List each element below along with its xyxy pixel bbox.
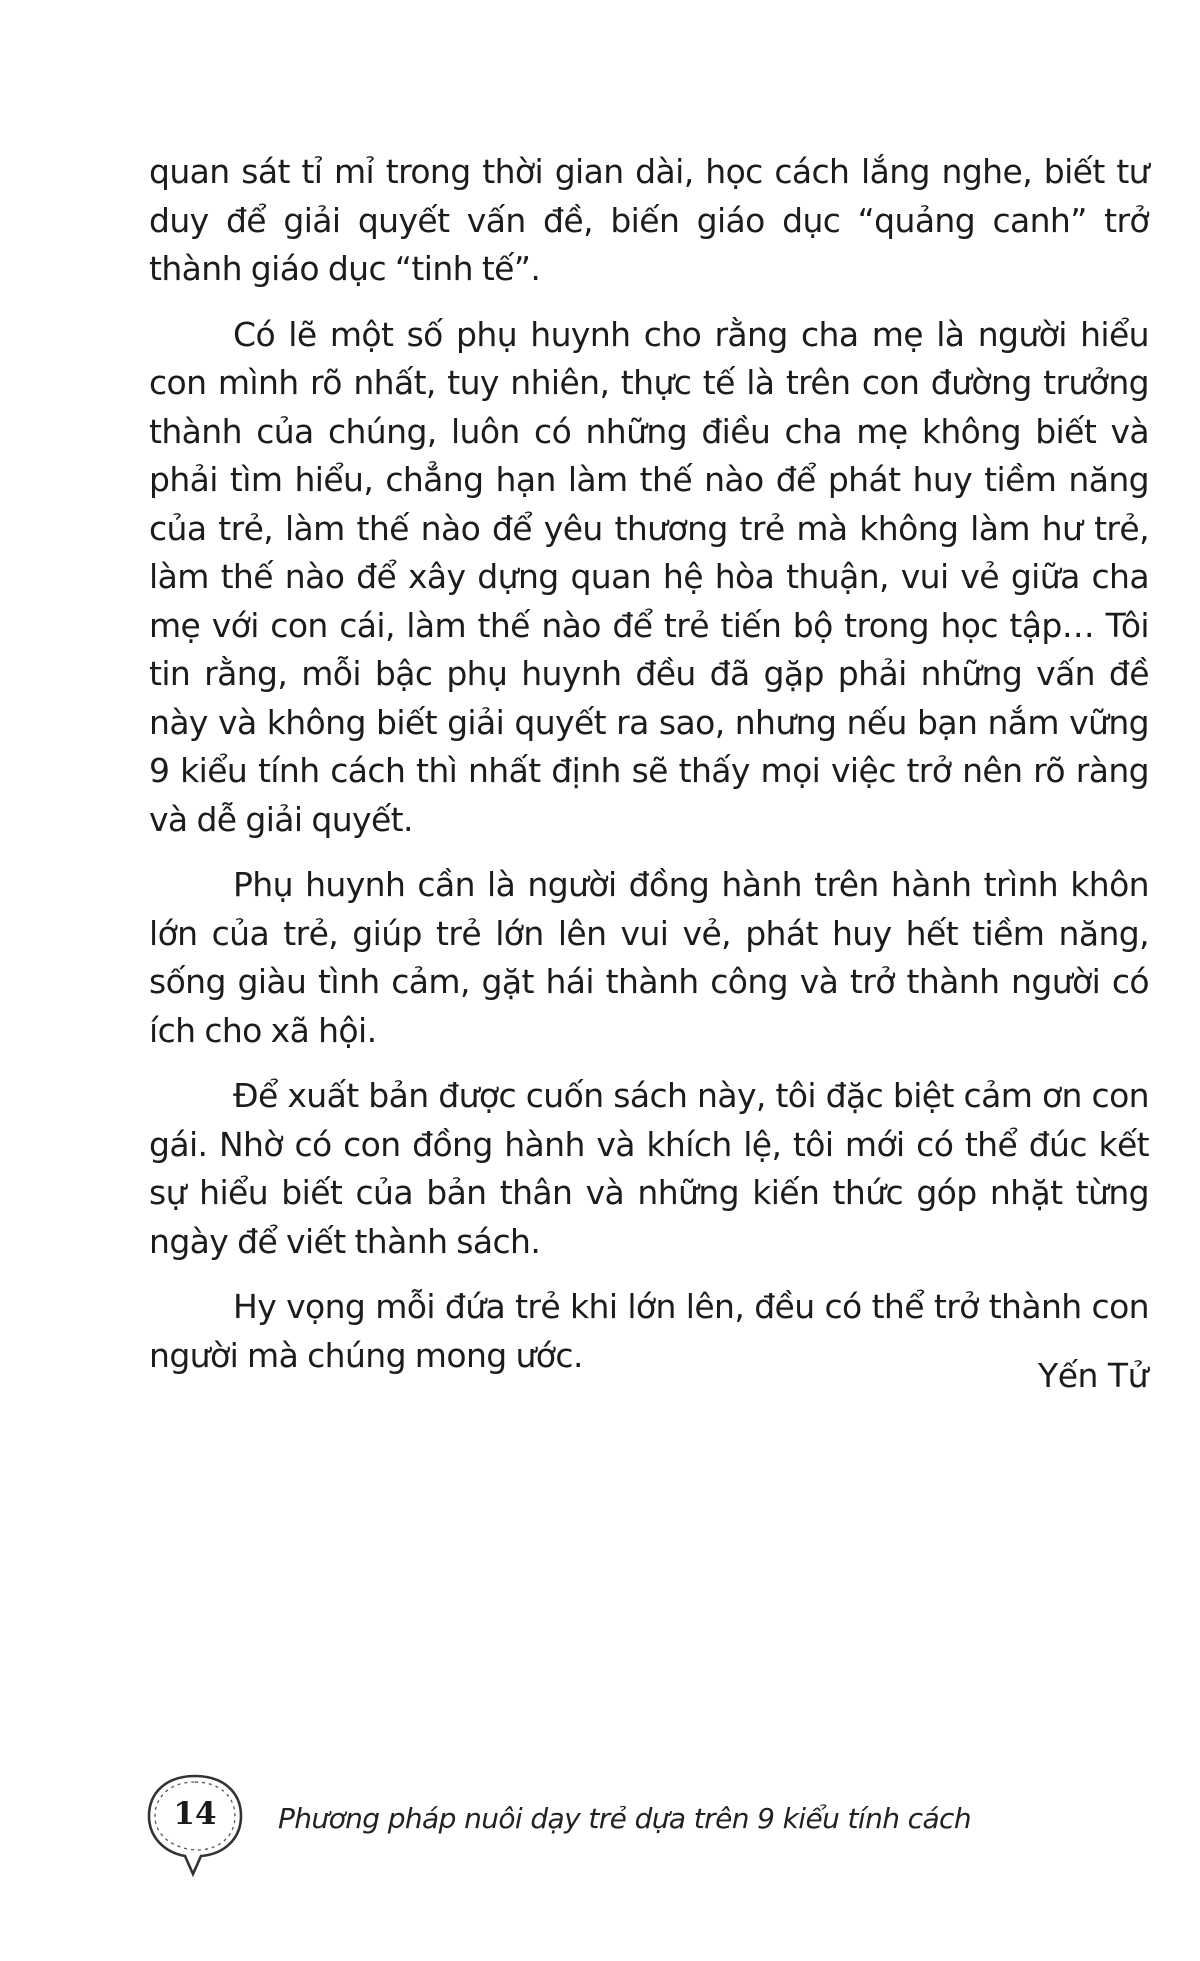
paragraph: Có lẽ một số phụ huynh cho rằng cha mẹ là người hiểu con mình rõ nhất, tuy nhiên, thực tế là trên con đường trưởng thành của chúng, luôn có những điều cha mẹ không biết và phải tìm hiểu, chẳng hạn làm thế nào để phát huy tiềm năng của trẻ, làm thế nào để yêu thương trẻ mà không làm hư trẻ, làm thế nào để xây dựng quan hệ hòa thuận, vui vẻ giữa cha mẹ với con cái, làm thế nào để trẻ tiến bộ trong học tập… Tôi tin rằng, mỗi bậc phụ huynh đều đã gặp phải những vấn đề này và không biết giải quyết ra sao, nhưng nếu bạn nắm vững 9 kiểu tính cách thì nhất định sẽ thấy mọi việc trở nên rõ ràng và dễ giải quyết. (149, 314, 1149, 839)
page-body (149, 148, 1149, 1397)
paragraph: Hy vọng mỗi đứa trẻ khi lớn lên, đều có thể trở thành con người mà chúng mong ước. (149, 1287, 1149, 1375)
running-footer-title: Phương pháp nuôi dạy trẻ dựa trên 9 kiểu tính cách (278, 1802, 971, 1835)
page-number: 14 (173, 1796, 217, 1832)
paragraph: Phụ huynh cần là người đồng hành trên hành trình khôn lớn của trẻ, giúp trẻ lớn lên vui vẻ, phát huy hết tiềm năng, sống giàu tình cảm, gặt hái thành công và trở thành người có ích cho xã hội. (149, 865, 1149, 1050)
author-signature: Yến Tử (1038, 1356, 1148, 1395)
paragraph: Để xuất bản được cuốn sách này, tôi đặc biệt cảm ơn con gái. Nhờ có con đồng hành và khích lệ, tôi mới có thể đúc kết sự hiểu biết của bản thân và những kiến thức góp nhặt từng ngày để viết thành sách. (149, 1076, 1149, 1261)
paragraph-continuation: quan sát tỉ mỉ trong thời gian dài, học cách lắng nghe, biết tư duy để giải quyết vấn đề, biến giáo dục “quảng canh” trở thành giáo dục “tinh tế”. (149, 152, 1149, 288)
page-footer (143, 1770, 1143, 1880)
page-number-badge (143, 1770, 253, 1880)
